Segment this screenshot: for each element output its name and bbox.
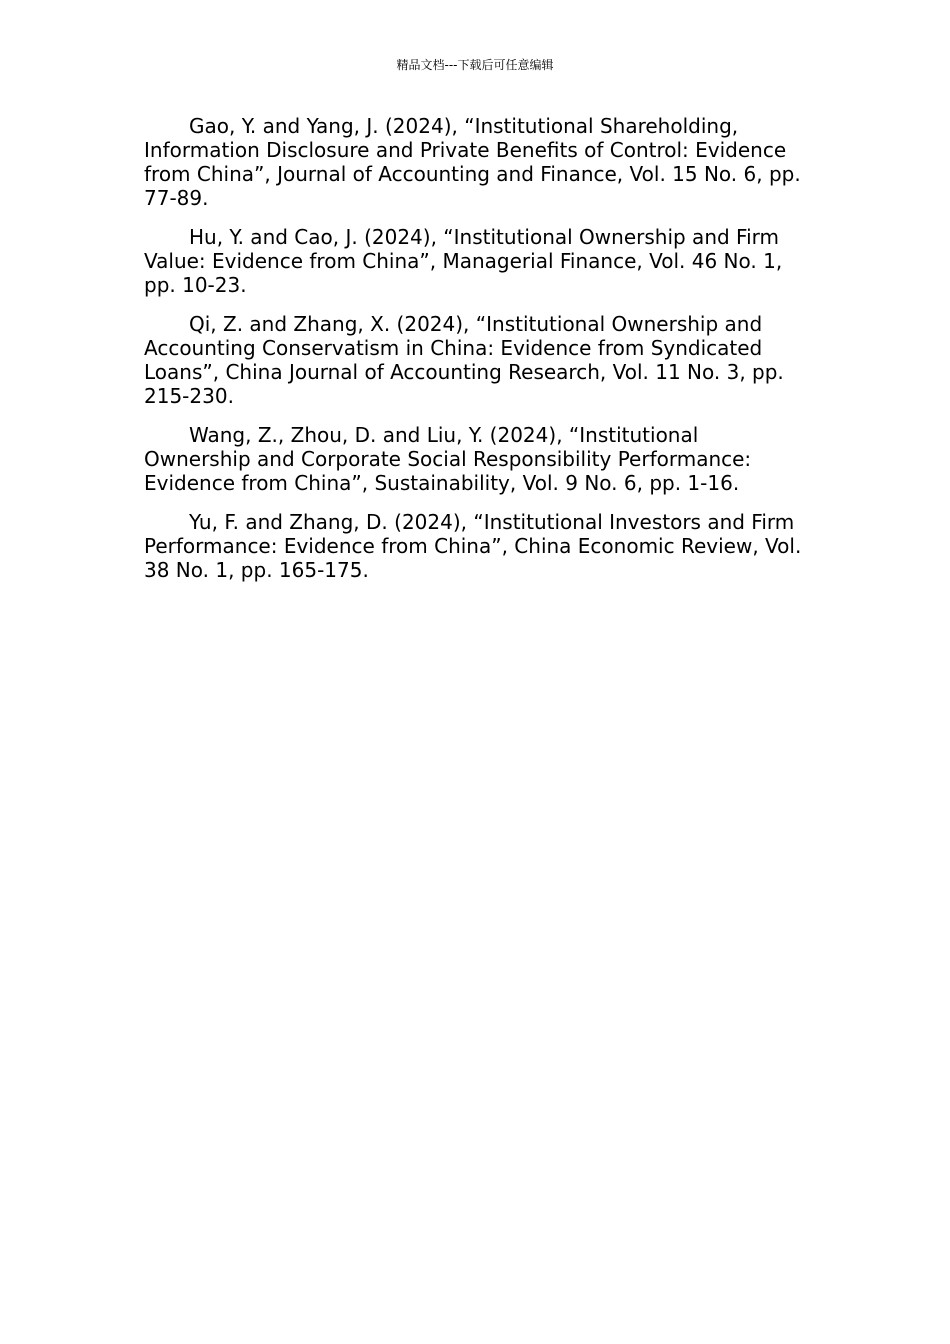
reference-item: Hu, Y. and Cao, J. (2024), “Institutional Ownership and Firm Value: Evidence from China”, Managerial Finance, Vol. 46 No. 1, pp. 10-23. [144, 225, 783, 297]
reference-item: Yu, F. and Zhang, D. (2024), “Institutional Investors and Firm Performance: Evidence from China”, China Economic Review, Vol. 38 No. 1, pp. 165-175. [144, 510, 802, 582]
reference-item: Gao, Y. and Yang, J. (2024), “Institutional Shareholding, Information Disclosure and Private Benefits of Control: Evidence from China”, Journal of Accounting and Finance, Vol. 15 No. 6, pp. 77-89. [144, 114, 801, 210]
reference-item: Qi, Z. and Zhang, X. (2024), “Institutional Ownership and Accounting Conservatism in China: Evidence from Syndicated Loans”, China Journal of Accounting Research, Vol. 11 No. 3, pp. 215-230. [144, 312, 784, 408]
reference-item: Wang, Z., Zhou, D. and Liu, Y. (2024), “Institutional Ownership and Corporate Social Responsibility Performance: Evidence from China”, Sustainability, Vol. 9 No. 6, pp. 1-16. [144, 423, 752, 495]
reference-list [144, 114, 804, 597]
page-header: 精品文档---下载后可任意编辑 [396, 58, 554, 72]
